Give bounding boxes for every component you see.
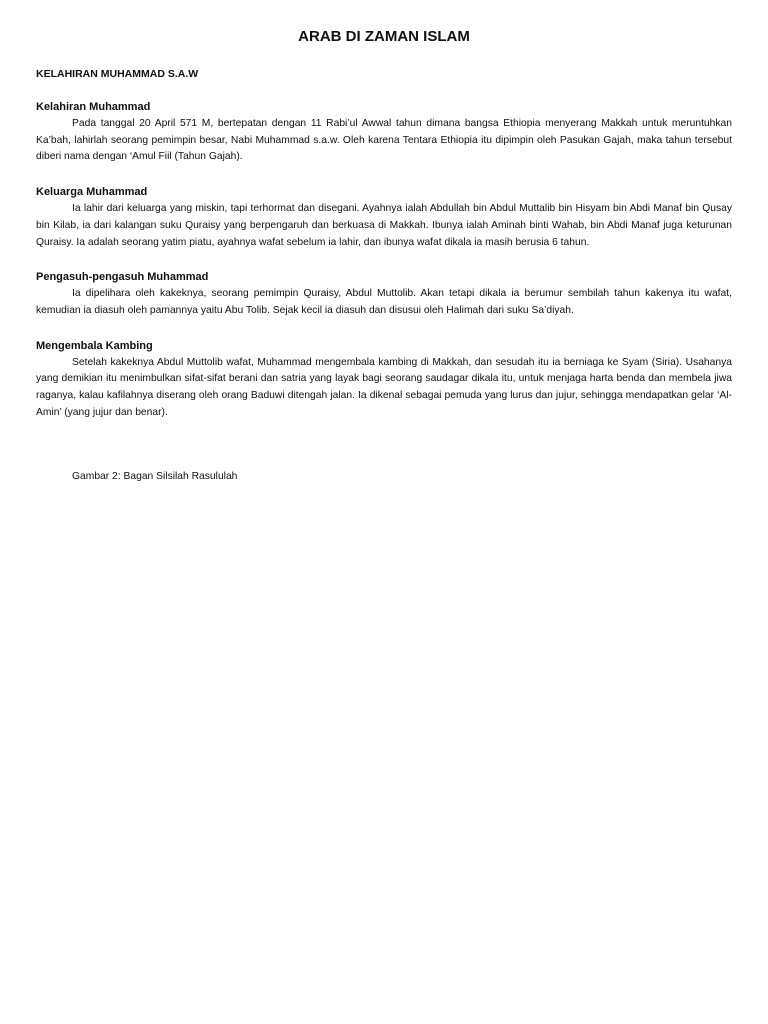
section-pengasuh [36, 270, 732, 319]
section-heading: Keluarga Muhammad [36, 186, 148, 199]
section-paragraph: Ia dipelihara oleh kakeknya, seorang pemimpin Quraisy, Abdul Muttolib. Akan tetapi dikala ia berumur sembilah tahun kakenya itu wafat, kemudian ia diasuh oleh pamannya yaitu Abu Tolib. Sejak kecil ia diasuh dan disusui oleh Halimah dari suku Sa’diyah. [36, 288, 732, 316]
section-kelahiran [36, 100, 732, 166]
section-paragraph: Setelah kakeknya Abdul Muttolib wafat, Muhammad mengembala kambing di Makkah, dan sesudah itu ia berniaga ke Syam (Siria). Usahanya yang demikian itu menimbulkan sifat-sifat berani dan satria yang layak bagi seorang saudagar dikala itu, untuk menjaga harta benda dan membela jiwa raganya, kalau kafilahnya diserang oleh orang Baduwi ditengah jalan. Ia dikenal sebagai pemuda yang lurus dan jujur, sehingga mendapatkan gelar ‘Al-Amin’ (yang jujur dan benar). [36, 356, 732, 418]
document-page [36, 0, 732, 482]
figure-caption: Gambar 2: Bagan Silsilah Rasululah [72, 471, 238, 482]
document-title: ARAB DI ZAMAN ISLAM [298, 28, 470, 45]
section-heading: Mengembala Kambing [36, 339, 153, 352]
section-paragraph: Pada tanggal 20 April 571 M, bertepatan dengan 11 Rabi’ul Awwal tahun dimana bangsa Ethiopia menyerang Makkah untuk meruntuhkan Ka’bah, lahirlah seorang pemimpin besar, Nabi Muhammad s.a.w. Oleh karena Tentara Ethiopia itu dipimpin oleh Pasukan Gajah, maka tahun tersebut diberi nama dengan ‘Amul Fiil (Tahun Gajah). [36, 118, 732, 163]
section-keluarga [36, 185, 732, 251]
document-subtitle: KELAHIRAN MUHAMMAD S.A.W [36, 68, 199, 80]
section-paragraph: Ia lahir dari keluarga yang miskin, tapi terhormat dan disegani. Ayahnya ialah Abdullah bin Abdul Muttalib bin Hisyam bin Abdi Manaf bin Qusay bin Kilab, ia dari kalangan suku Quraisy yang berpengaruh dan berkuasa di Makkah. Ibunya ialah Aminah binti Wahab, bin Abdi Manaf juga keturunan Quraisy. Ia adalah seorang yatim piatu, ayahnya wafat sebelum ia lahir, dan ibunya wafat dikala ia masih berusia 6 tahun. [36, 203, 732, 248]
section-mengembala [36, 339, 732, 422]
section-heading: Pengasuh-pengasuh Muhammad [36, 271, 209, 284]
section-heading: Kelahiran Muhammad [36, 101, 151, 113]
